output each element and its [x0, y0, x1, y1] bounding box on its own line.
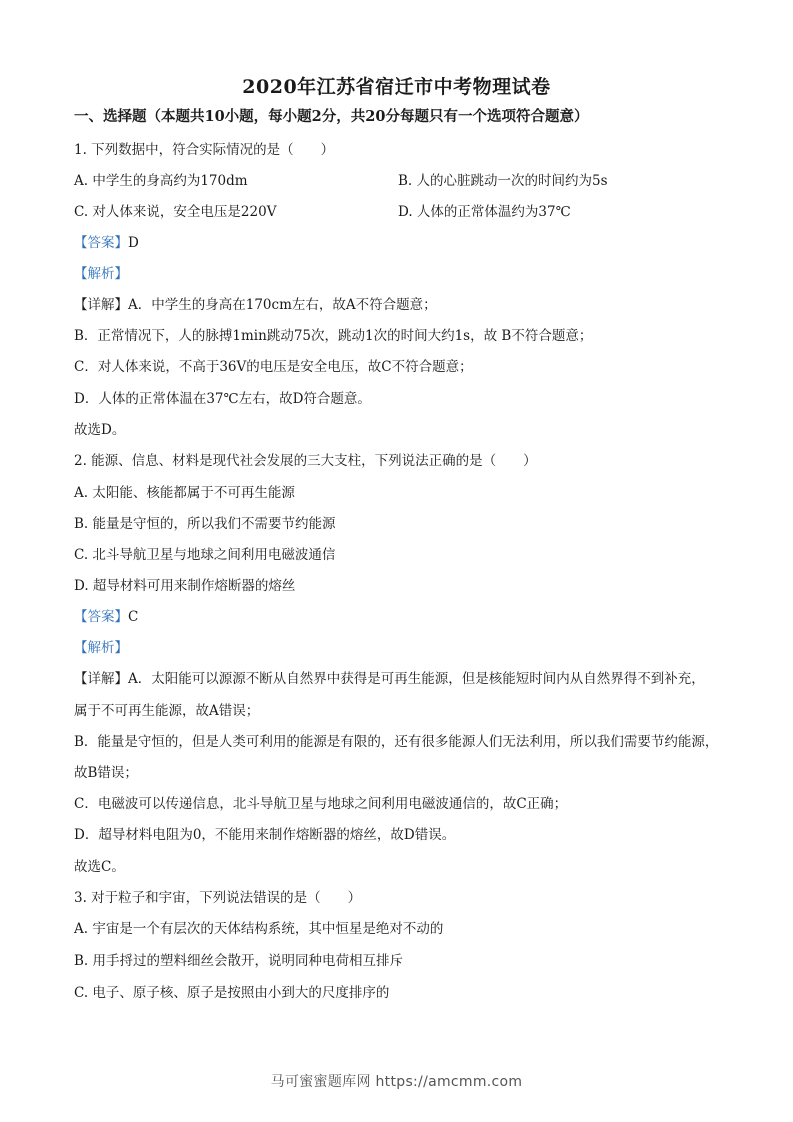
q2-option-a: A. 太阳能、核能都属于不可再生能源	[74, 485, 295, 501]
q1-stem: 1. 下列数据中，符合实际情况的是（ ）	[74, 142, 335, 158]
q1-analysis-tag: 【解析】	[74, 266, 128, 282]
q1-detail-2: B．正常情况下，人的脉搏1min跳动75次，跳动1次的时间大约1s，故 B不符合题意；	[74, 328, 593, 344]
page-title: 2020年江苏省宿迁市中考物理试卷	[242, 76, 551, 98]
q2-answer	[74, 608, 138, 626]
q2-detail-1b: 属于不可再生能源，故A错误；	[74, 703, 260, 719]
q2-detail-2b: 故B错误；	[74, 765, 138, 781]
q1-option-a: A. 中学生的身高约为170dm	[74, 173, 248, 189]
q2-answer-value: C	[128, 609, 139, 625]
footer-watermark: 马可蜜蜜题库网 https://amcmm.com	[270, 1074, 523, 1090]
q1-answer	[74, 234, 139, 252]
q1-conclusion: 故选D。	[74, 422, 126, 438]
q2-option-d: D. 超导材料可用来制作熔断器的熔丝	[74, 578, 296, 594]
q1-detail-1: 【详解】A．中学生的身高在170cm左右，故A不符合题意；	[74, 297, 437, 313]
q3-stem: 3. 对于粒子和宇宙，下列说法错误的是（ ）	[74, 890, 362, 906]
q2-option-c: C. 北斗导航卫星与地球之间利用电磁波通信	[74, 547, 336, 563]
q3-option-a: A. 宇宙是一个有层次的天体结构系统，其中恒星是绝对不动的	[74, 921, 444, 937]
q2-detail-2: B．能量是守恒的，但是人类可利用的能源是有限的，还有很多能源人们无法利用，所以我们需要节约能源，	[74, 734, 719, 750]
section-heading: 一、选择题（本题共10小题，每小题2分，共20分每题只有一个选项符合题意）	[74, 108, 589, 125]
q1-answer-value: D	[128, 235, 139, 251]
q1-option-c: C. 对人体来说，安全电压是220V	[74, 204, 277, 220]
q2-option-b: B. 能量是守恒的，所以我们不需要节约能源	[74, 516, 336, 532]
q1-detail-4: D．人体的正常体温在37℃左右，故D符合题意。	[74, 391, 371, 407]
q3-option-c: C. 电子、原子核、原子是按照由小到大的尺度排序的	[74, 985, 390, 1001]
q2-stem: 2. 能源、信息、材料是现代社会发展的三大支柱，下列说法正确的是（ ）	[74, 453, 537, 469]
q2-detail-1: 【详解】A．太阳能可以源源不断从自然界中获得是可再生能源，但是核能短时间内从自然界得不到补充，	[74, 671, 705, 687]
q1-detail-3: C．对人体来说，不高于36V的电压是安全电压，故C不符合题意；	[74, 359, 473, 375]
answer-tag: 【答案】	[74, 609, 128, 625]
q2-analysis-tag: 【解析】	[74, 640, 128, 656]
q2-detail-3: C．电磁波可以传递信息，北斗导航卫星与地球之间利用电磁波通信的，故C正确；	[74, 796, 568, 812]
answer-tag: 【答案】	[74, 235, 128, 251]
q2-conclusion: 故选C。	[74, 859, 125, 875]
q3-option-b: B. 用手捋过的塑料细丝会散开，说明同种电荷相互排斥	[74, 953, 404, 969]
q2-detail-4: D．超导材料电阻为0，不能用来制作熔断器的熔丝，故D错误。	[74, 827, 456, 843]
q1-option-d: D. 人体的正常体温约为37℃	[398, 204, 571, 220]
q1-option-b: B. 人的心脏跳动一次的时间约为5s	[398, 173, 608, 189]
